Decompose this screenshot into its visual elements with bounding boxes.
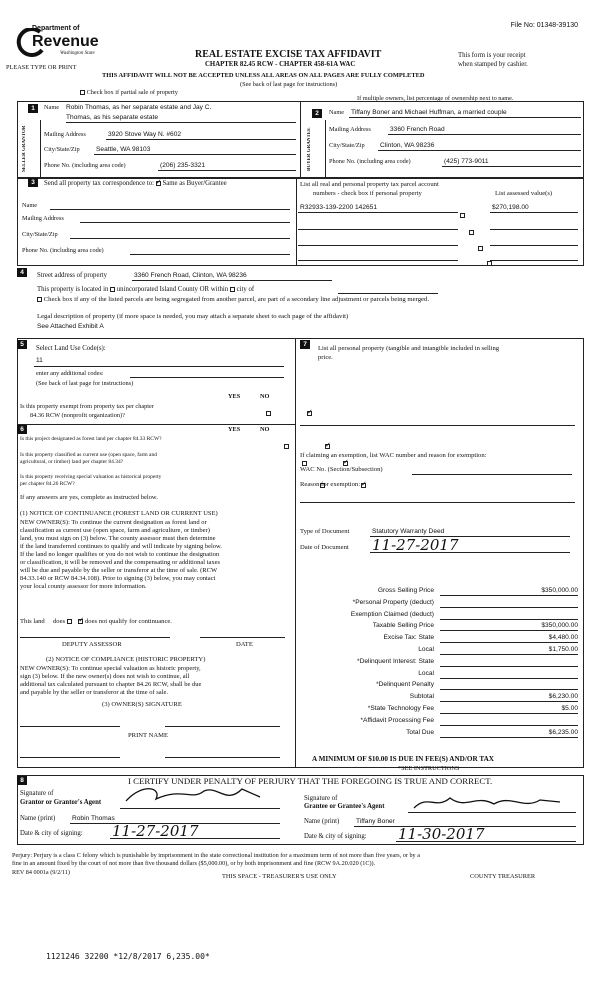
does-checkbox[interactable] (67, 619, 72, 624)
print-name-label: PRINT NAME (128, 732, 168, 739)
seller-side-label: SELLER GRANTOR (22, 125, 27, 173)
grantor-name[interactable]: Robin Thomas (72, 815, 115, 822)
historic-q-1: Is this property receiving special valuation as historical property (20, 474, 162, 480)
section-1-marker: 1 (28, 104, 38, 113)
does-not-checkbox[interactable] (78, 619, 83, 624)
section-8-marker: 8 (17, 776, 27, 785)
wac-label: WAC No. (Section/Subsection) (300, 466, 383, 473)
tax-row-label: Total Due (406, 728, 434, 736)
tax-row-value[interactable]: $6,235.00 (548, 728, 578, 736)
doc-date-label: Date of Document (300, 544, 349, 551)
seller-name-label: Name (44, 104, 60, 111)
tax-row-value[interactable]: $1,750.00 (548, 646, 578, 653)
partial-sale: Check box if partial sale of property (80, 89, 178, 96)
section-6-marker: 6 (17, 425, 27, 434)
buyer-city[interactable]: Clinton, WA 98236 (380, 142, 435, 149)
notice-2-body: NEW OWNER(S): To continue special valuation as historic property, sign (3) below. If the new owner(s) does not wish to continue, all additional tax calculated pursuant to chapter 84.26 RCW, shall be due and payable by the seller or transferor at the time of sale. (20, 665, 202, 696)
corr-mail-label: Mailing Address (22, 215, 64, 222)
tax-row-value[interactable]: $350,000.00 (541, 587, 578, 594)
yes-header-5: YES (228, 393, 241, 400)
certify-statement: I CERTIFY UNDER PENALTY OF PERJURY THAT THE FOREGOING IS TRUE AND CORRECT. (128, 776, 493, 786)
grantor-agent-label: Grantor or Grantor's Agent (20, 799, 102, 806)
logo-name: Revenue (32, 33, 99, 50)
no-header-5: NO (260, 393, 270, 400)
doc-date[interactable]: 11-27-2017 (372, 536, 459, 554)
grantee-date-label: Date & city of signing: (304, 833, 367, 840)
tax-row-line (440, 725, 578, 726)
buyer-phone-label: Phone No. (including area code) (329, 158, 411, 165)
buyer-mail[interactable]: 3360 French Road (390, 126, 445, 133)
buyer-phone[interactable]: (425) 773-9011 (444, 158, 489, 165)
segregated-checkbox[interactable]: Check box if any of the listed parcels are being segregated from another parcel, are part of a secondary line adjustment or parcels being merged. (37, 296, 429, 304)
tax-row-line (440, 713, 578, 714)
parcel-header-2: numbers - check box if personal property (313, 190, 422, 197)
section-3-marker: 3 (28, 178, 38, 187)
exempt-yes-checkbox[interactable] (266, 411, 271, 416)
assessed-header: List assessed value(s) (495, 190, 553, 197)
form-title: REAL ESTATE EXCISE TAX AFFIDAVIT (195, 49, 382, 60)
located-line: This property is located in unincorporated Island County OR within city of (37, 286, 255, 293)
if-any-yes: If any answers are yes, complete as instructed below. (20, 494, 158, 501)
grantee-name[interactable]: Tiffany Boner (356, 818, 395, 825)
legal-description[interactable]: See Attached Exhibit A (37, 323, 104, 330)
forest-question: Is this project designated as forest land per chapter 84.33 RCW? (20, 436, 162, 442)
tax-row-line (440, 642, 578, 643)
section-4-marker: 4 (17, 268, 27, 277)
tax-row-value[interactable]: $350,000.00 (541, 622, 578, 630)
tax-row-line (440, 737, 578, 738)
section-5-marker: 5 (17, 340, 27, 349)
deputy-assessor: DEPUTY ASSESSOR (62, 641, 122, 648)
property-street[interactable]: 3360 French Road, Clinton, WA 98236 (134, 272, 247, 279)
see-back-instructions: (See back of last page for instructions) (240, 81, 338, 88)
section-2-marker: 2 (312, 109, 322, 118)
parcel-number[interactable]: R32933-139-2200 142651 (300, 204, 377, 211)
same-as-buyer-checkbox[interactable] (156, 181, 161, 186)
grantor-sig-label: Signature of (20, 790, 54, 797)
logo-state: Washington State (60, 51, 95, 56)
legal-description-label: Legal description of property (if more space is needed, you may attach a separate sheet to each page of the affidavit) (37, 313, 349, 320)
tax-row-value[interactable]: $5.00 (561, 705, 578, 712)
exempt-q-2: 84.36 RCW (nonprofit organization)? (30, 412, 125, 419)
grantor-date-label: Date & city of signing: (20, 830, 83, 837)
buyer-name[interactable]: Tiffany Boner and Michael Huffman, a married couple (351, 109, 507, 116)
notice-1-title: (1) NOTICE OF CONTINUANCE (FOREST LAND OR CURRENT USE) (20, 510, 218, 517)
buyer-name-label: Name (329, 109, 345, 116)
seller-name-2[interactable]: Thomas, as his separate estate (66, 114, 158, 121)
please-type: PLEASE TYPE OR PRINT (6, 64, 77, 71)
doc-type[interactable]: Statutory Warranty Deed (372, 528, 445, 535)
tax-row-label: Subtotal (409, 693, 434, 701)
tax-row-line (440, 654, 578, 655)
form-chapter: CHAPTER 82.45 RCW - CHAPTER 458-61A WAC (205, 61, 356, 68)
grantee-agent-label: Grantee or Grantee's Agent (304, 803, 385, 810)
perjury-notice-2: fine in an amount fixed by the court of not more than five thousand dollars ($5,000.00), or by both imprisonment and fine (RCW 9A.20.020 (1C)). (12, 860, 376, 867)
seller-mail-label: Mailing Address (44, 131, 86, 138)
tax-row-line (440, 619, 578, 620)
seller-phone[interactable]: (206) 235-3321 (160, 162, 206, 169)
tax-row-label: Local (418, 646, 434, 653)
owner-signature-label: (3) OWNER(S) SIGNATURE (102, 701, 182, 708)
grantor-print-label: Name (print) (20, 815, 56, 822)
corr-name-label: Name (22, 202, 38, 209)
historic-no-checkbox[interactable] (361, 483, 366, 488)
personal-property-label-2: price. (318, 354, 333, 361)
tax-row-label: *Delinquent Interest: State (357, 657, 434, 665)
logo-dept: Department of (32, 25, 80, 32)
exemption-claim-label: If claiming an exemption, list WAC number and reason for exemption: (300, 452, 487, 459)
tax-row-value[interactable]: $4,480.00 (548, 634, 578, 642)
parcel-header-1: List all real and personal property tax parcel account (300, 181, 439, 188)
tax-row-label: Gross Selling Price (377, 587, 434, 594)
minimum-fee-note: A MINIMUM OF $10.00 IS DUE IN FEE(S) AND/OR TAX (312, 755, 494, 763)
corr-city-label: City/State/Zip (22, 231, 58, 238)
notice-2-title: (2) NOTICE OF COMPLIANCE (HISTORIC PROPERTY) (46, 656, 206, 663)
buyer-city-label: City/State/Zip (329, 142, 365, 149)
seller-city[interactable]: Seattle, WA 98103 (96, 146, 151, 153)
buyer-side-label: BUYER GRANTEE (307, 127, 312, 171)
yes-header-6: YES (228, 426, 241, 433)
section-7-marker: 7 (300, 340, 310, 349)
corr-phone-label: Phone No. (including area code) (22, 247, 104, 254)
current-use-q-1: Is this property classified as current use (open space, farm and (20, 452, 157, 458)
county-treasurer: COUNTY TREASURER (470, 873, 536, 880)
tax-row-line (440, 678, 578, 679)
tax-row-line (440, 607, 578, 608)
seller-city-label: City/State/Zip (44, 146, 80, 153)
tax-row-label: *Affidavit Processing Fee (360, 716, 434, 724)
historic-q-2: per chapter 84.26 RCW? (20, 481, 75, 487)
receipt-line-1: This form is your receipt (458, 52, 526, 59)
see-instructions: *SEE INSTRUCTIONS (398, 765, 460, 772)
additional-codes-label: enter any additional codes: (36, 370, 104, 377)
land-use-label: Select Land Use Code(s): (36, 345, 106, 352)
deputy-date: DATE (236, 641, 253, 648)
tax-row-value[interactable]: $6,230.00 (548, 693, 578, 701)
completion-warning: THIS AFFIDAVIT WILL NOT BE ACCEPTED UNLESS ALL AREAS ON ALL PAGES ARE FULLY COMPLETED (102, 72, 425, 79)
land-use-instructions: (See back of last page for instructions) (36, 380, 134, 387)
correspondence-label: Send all property tax correspondence to: ✓ Same as Buyer/Grantee (44, 180, 227, 188)
perjury-notice-1: Perjury: Perjury is a class C felony which is punishable by imprisonment in the state correctional institution for a maximum term of not more than five years, or by a (12, 852, 420, 859)
personal-property-checkbox-3[interactable] (478, 246, 483, 251)
tax-row-label: *Delinquent Penalty (376, 681, 434, 689)
notice-1-body: NEW OWNER(S): To continue the current designation as forest land or classification as current use (open space, farm and agriculture, or timber) land, you must sign on (3) below. The county assessor must then determine if the land transferred continues to qualify and will indicate by signing below. If the land no longer qualifies or you do not wish to continue the designation or classification, it will be removed and the compensating or additional taxes will be due and payable by the seller or transferor at the time of sale. (RCW 84.33.140 or RCW 84.34.108). Prior to signing (3) below, you may contact your local county assessor for more information. (20, 519, 222, 590)
seller-name-1[interactable]: Robin Thomas, as her separate estate and Jay C. (66, 104, 212, 111)
tax-row-label: Local (418, 669, 434, 677)
tax-row-label: Taxable Selling Price (372, 622, 434, 630)
form-revision: REV 84 0001a (9/2/11) (12, 869, 70, 876)
personal-property-checkbox-1[interactable] (460, 213, 465, 218)
tax-row-line (440, 595, 578, 596)
buyer-mail-label: Mailing Address (329, 126, 371, 133)
tax-row-label: Exemption Claimed (deduct) (350, 610, 434, 618)
tax-row-line (440, 630, 578, 631)
current-use-q-2: agricultural, or timber) land per chapter 84.34? (20, 459, 124, 465)
tax-row-line (440, 701, 578, 702)
tax-row-label: *State Technology Fee (367, 705, 434, 712)
exempt-q-1: Is this property exempt from property tax per chapter (20, 403, 154, 410)
street-label: Street address of property (37, 272, 108, 279)
grantee-date[interactable]: 11-30-2017 (398, 825, 485, 843)
exempt-no-checkbox[interactable] (307, 411, 312, 416)
assessed-value[interactable]: $270,198.00 (492, 204, 529, 211)
tax-row-line (440, 666, 578, 667)
forest-yes-checkbox[interactable] (284, 444, 289, 449)
no-header-6: NO (260, 426, 270, 433)
doc-type-label: Type of Document (300, 528, 350, 535)
cashier-stamp: 1121246 32200 *12/8/2017 6,235.00* (46, 952, 210, 961)
tax-row-line (440, 689, 578, 690)
revenue-logo (8, 22, 108, 64)
tax-row-label: Excise Tax: State (383, 634, 434, 642)
grantor-date[interactable]: 11-27-2017 (112, 822, 199, 840)
grantee-print-label: Name (print) (304, 818, 340, 825)
seller-mail[interactable]: 3920 Stove Way N. #602 (108, 131, 182, 138)
personal-property-checkbox-4[interactable] (487, 261, 492, 266)
reason-label: Reason for exemption: (300, 481, 361, 488)
grantee-sig-label: Signature of (304, 795, 338, 802)
receipt-line-2: when stamped by cashier. (458, 61, 528, 68)
personal-property-label-1: List all personal property (tangible and intangible included in selling (318, 345, 500, 352)
land-use-code[interactable]: 11 (36, 357, 43, 364)
tax-row-label: *Personal Property (deduct) (352, 598, 434, 606)
forest-no-checkbox[interactable] (325, 444, 330, 449)
file-number: File No: 01348-39130 (510, 22, 578, 29)
grantor-signature-icon (122, 783, 272, 809)
seller-phone-label: Phone No. (including area code) (44, 162, 126, 169)
multiple-owners-note: If multiple owners, list percentage of ownership next to name. (357, 95, 514, 102)
continuance-line: This land does ✓ does not qualify for continuance. (20, 618, 172, 626)
personal-property-checkbox-2[interactable] (469, 230, 474, 235)
treasurer-space: THIS SPACE - TREASURER'S USE ONLY (222, 873, 337, 880)
